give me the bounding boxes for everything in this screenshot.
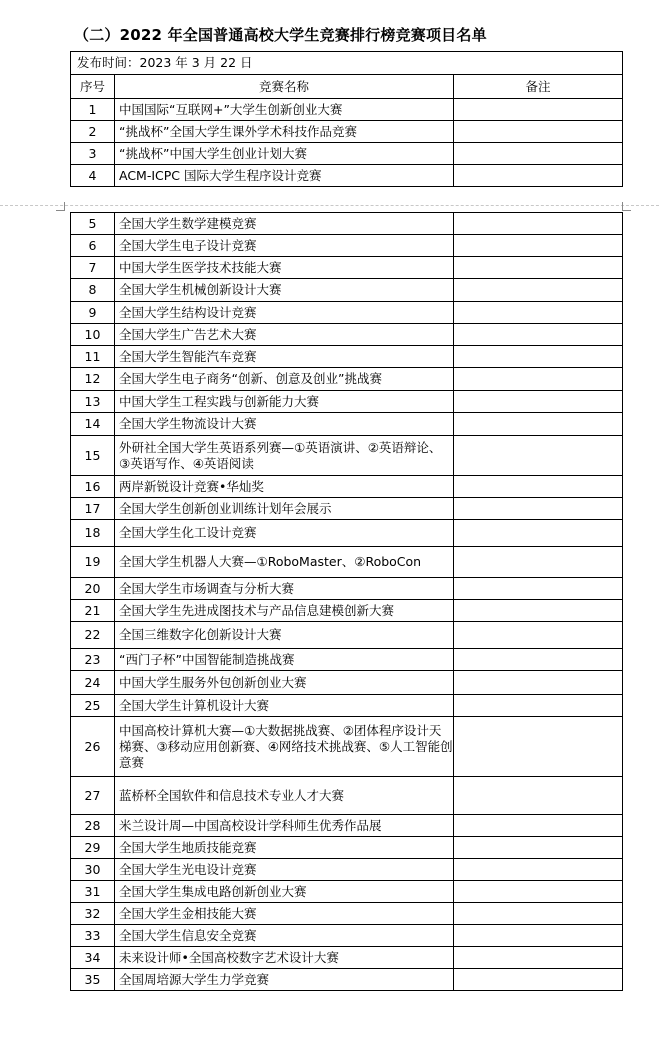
row-number: 13 xyxy=(71,391,115,413)
competition-name: 全国大学生智能汽车竞赛 xyxy=(115,346,454,368)
row-number: 35 xyxy=(71,969,115,991)
publish-date: 发布时间：2023 年 3 月 22 日 xyxy=(71,52,623,75)
remark-cell xyxy=(454,925,623,947)
table-row xyxy=(71,143,623,165)
table-row xyxy=(71,413,623,436)
competition-name: 全国大学生光电设计竞赛 xyxy=(115,859,454,881)
table-row xyxy=(71,969,623,991)
remark-cell xyxy=(454,777,623,815)
competition-name: 两岸新锐设计竞赛•华灿奖 xyxy=(115,476,454,498)
remark-cell xyxy=(454,969,623,991)
competition-name: 中国国际“互联网+”大学生创新创业大赛 xyxy=(115,99,454,121)
table-row xyxy=(71,391,623,413)
table-row xyxy=(71,837,623,859)
row-number: 6 xyxy=(71,235,115,257)
table-row xyxy=(71,947,623,969)
competition-name: 全国大学生数学建模竞赛 xyxy=(115,213,454,235)
competition-name: 蓝桥杯全国软件和信息技术专业人才大赛 xyxy=(115,777,454,815)
row-number: 27 xyxy=(71,777,115,815)
competition-name: 全国大学生广告艺术大赛 xyxy=(115,324,454,346)
remark-cell xyxy=(454,649,623,671)
row-number: 21 xyxy=(71,600,115,622)
table-row xyxy=(71,121,623,143)
remark-cell xyxy=(454,881,623,903)
remark-cell xyxy=(454,837,623,859)
column-header-name: 竞赛名称 xyxy=(115,75,454,99)
remark-cell xyxy=(454,324,623,346)
column-header-remark: 备注 xyxy=(454,75,623,99)
competition-name: 全国大学生机械创新设计大赛 xyxy=(115,279,454,302)
page-break-line xyxy=(0,205,659,206)
table-row xyxy=(71,368,623,391)
table-row xyxy=(71,859,623,881)
row-number: 18 xyxy=(71,520,115,547)
competition-name: 全国大学生创新创业训练计划年会展示 xyxy=(115,498,454,520)
table-row xyxy=(71,600,623,622)
row-number: 2 xyxy=(71,121,115,143)
competition-name: 全国三维数字化创新设计大赛 xyxy=(115,622,454,649)
table-row xyxy=(71,695,623,717)
remark-cell xyxy=(454,520,623,547)
row-number: 20 xyxy=(71,578,115,600)
row-number: 5 xyxy=(71,213,115,235)
table-row xyxy=(71,671,623,695)
remark-cell xyxy=(454,859,623,881)
table-row xyxy=(71,925,623,947)
competition-name: 全国大学生化工设计竞赛 xyxy=(115,520,454,547)
competition-name: 全国大学生机器人大赛—①RoboMaster、②RoboCon xyxy=(115,547,454,578)
remark-cell xyxy=(454,143,623,165)
remark-cell xyxy=(454,947,623,969)
remark-cell xyxy=(454,165,623,187)
remark-cell xyxy=(454,903,623,925)
competition-name: “挑战杯”全国大学生课外学术科技作品竞赛 xyxy=(115,121,454,143)
remark-cell xyxy=(454,622,623,649)
competition-name: 全国大学生地质技能竞赛 xyxy=(115,837,454,859)
row-number: 9 xyxy=(71,302,115,324)
table-row xyxy=(71,235,623,257)
competition-name: 中国高校计算机大赛—①大数据挑战赛、②团体程序设计天梯赛、③移动应用创新赛、④网络技术挑战赛、⑤人工智能创意赛 xyxy=(115,717,454,777)
competition-name: 全国大学生计算机设计大赛 xyxy=(115,695,454,717)
remark-cell xyxy=(454,391,623,413)
remark-cell xyxy=(454,99,623,121)
competition-name: ACM-ICPC 国际大学生程序设计竞赛 xyxy=(115,165,454,187)
row-number: 25 xyxy=(71,695,115,717)
table-row xyxy=(71,436,623,476)
row-number: 8 xyxy=(71,279,115,302)
competition-name: 外研社全国大学生英语系列赛—①英语演讲、②英语辩论、 ③英语写作、④英语阅读 xyxy=(115,436,454,476)
table-row xyxy=(71,498,623,520)
row-number: 3 xyxy=(71,143,115,165)
remark-cell xyxy=(454,302,623,324)
row-number: 10 xyxy=(71,324,115,346)
row-number: 32 xyxy=(71,903,115,925)
table-row xyxy=(71,165,623,187)
remark-cell xyxy=(454,815,623,837)
competition-table-part1 xyxy=(70,51,623,187)
row-number: 26 xyxy=(71,717,115,777)
competition-name: 全国大学生电子设计竞赛 xyxy=(115,235,454,257)
competition-name: 米兰设计周—中国高校设计学科师生优秀作品展 xyxy=(115,815,454,837)
table-row xyxy=(71,324,623,346)
competition-name: 中国大学生医学技术技能大赛 xyxy=(115,257,454,279)
remark-cell xyxy=(454,213,623,235)
table-row xyxy=(71,903,623,925)
row-number: 12 xyxy=(71,368,115,391)
table-row xyxy=(71,476,623,498)
row-number: 15 xyxy=(71,436,115,476)
row-number: 23 xyxy=(71,649,115,671)
remark-cell xyxy=(454,695,623,717)
remark-cell xyxy=(454,368,623,391)
competition-name: 中国大学生服务外包创新创业大赛 xyxy=(115,671,454,695)
table-row xyxy=(71,99,623,121)
column-header-index: 序号 xyxy=(71,75,115,99)
table-row xyxy=(71,520,623,547)
remark-cell xyxy=(454,257,623,279)
competition-name: 全国大学生金相技能大赛 xyxy=(115,903,454,925)
remark-cell xyxy=(454,413,623,436)
competition-name: 全国大学生电子商务“创新、创意及创业”挑战赛 xyxy=(115,368,454,391)
table-row xyxy=(71,257,623,279)
page-corner-mark xyxy=(56,202,65,211)
row-number: 33 xyxy=(71,925,115,947)
row-number: 1 xyxy=(71,99,115,121)
table-row xyxy=(71,302,623,324)
table-row xyxy=(71,578,623,600)
row-number: 7 xyxy=(71,257,115,279)
competition-name: “西门子杯”中国智能制造挑战赛 xyxy=(115,649,454,671)
table-row xyxy=(71,881,623,903)
table-row xyxy=(71,777,623,815)
competition-name: 全国周培源大学生力学竞赛 xyxy=(115,969,454,991)
competition-name: 全国大学生物流设计大赛 xyxy=(115,413,454,436)
remark-cell xyxy=(454,498,623,520)
remark-cell xyxy=(454,235,623,257)
row-number: 19 xyxy=(71,547,115,578)
competition-name: “挑战杯”中国大学生创业计划大赛 xyxy=(115,143,454,165)
competition-name: 全国大学生信息安全竞赛 xyxy=(115,925,454,947)
remark-cell xyxy=(454,578,623,600)
row-number: 14 xyxy=(71,413,115,436)
row-number: 22 xyxy=(71,622,115,649)
row-number: 30 xyxy=(71,859,115,881)
table-row xyxy=(71,815,623,837)
competition-name: 全国大学生集成电路创新创业大赛 xyxy=(115,881,454,903)
competition-name: 全国大学生市场调查与分析大赛 xyxy=(115,578,454,600)
row-number: 34 xyxy=(71,947,115,969)
competition-name: 全国大学生结构设计竞赛 xyxy=(115,302,454,324)
remark-cell xyxy=(454,547,623,578)
competition-table-part2 xyxy=(70,212,623,991)
remark-cell xyxy=(454,717,623,777)
table-row xyxy=(71,649,623,671)
table-row xyxy=(71,279,623,302)
remark-cell xyxy=(454,279,623,302)
table-row xyxy=(71,717,623,777)
table-row xyxy=(71,213,623,235)
table-row xyxy=(71,547,623,578)
row-number: 16 xyxy=(71,476,115,498)
page-corner-mark xyxy=(622,202,631,211)
table-row xyxy=(71,622,623,649)
remark-cell xyxy=(454,600,623,622)
competition-name: 全国大学生先进成图技术与产品信息建模创新大赛 xyxy=(115,600,454,622)
row-number: 11 xyxy=(71,346,115,368)
remark-cell xyxy=(454,436,623,476)
remark-cell xyxy=(454,476,623,498)
row-number: 24 xyxy=(71,671,115,695)
row-number: 17 xyxy=(71,498,115,520)
row-number: 31 xyxy=(71,881,115,903)
remark-cell xyxy=(454,346,623,368)
competition-name: 中国大学生工程实践与创新能力大赛 xyxy=(115,391,454,413)
row-number: 28 xyxy=(71,815,115,837)
remark-cell xyxy=(454,121,623,143)
remark-cell xyxy=(454,671,623,695)
competition-name: 未来设计师•全国高校数字艺术设计大赛 xyxy=(115,947,454,969)
row-number: 29 xyxy=(71,837,115,859)
page-title: （二）2022 年全国普通高校大学生竞赛排行榜竞赛项目名单 xyxy=(74,26,487,44)
table-row xyxy=(71,346,623,368)
row-number: 4 xyxy=(71,165,115,187)
